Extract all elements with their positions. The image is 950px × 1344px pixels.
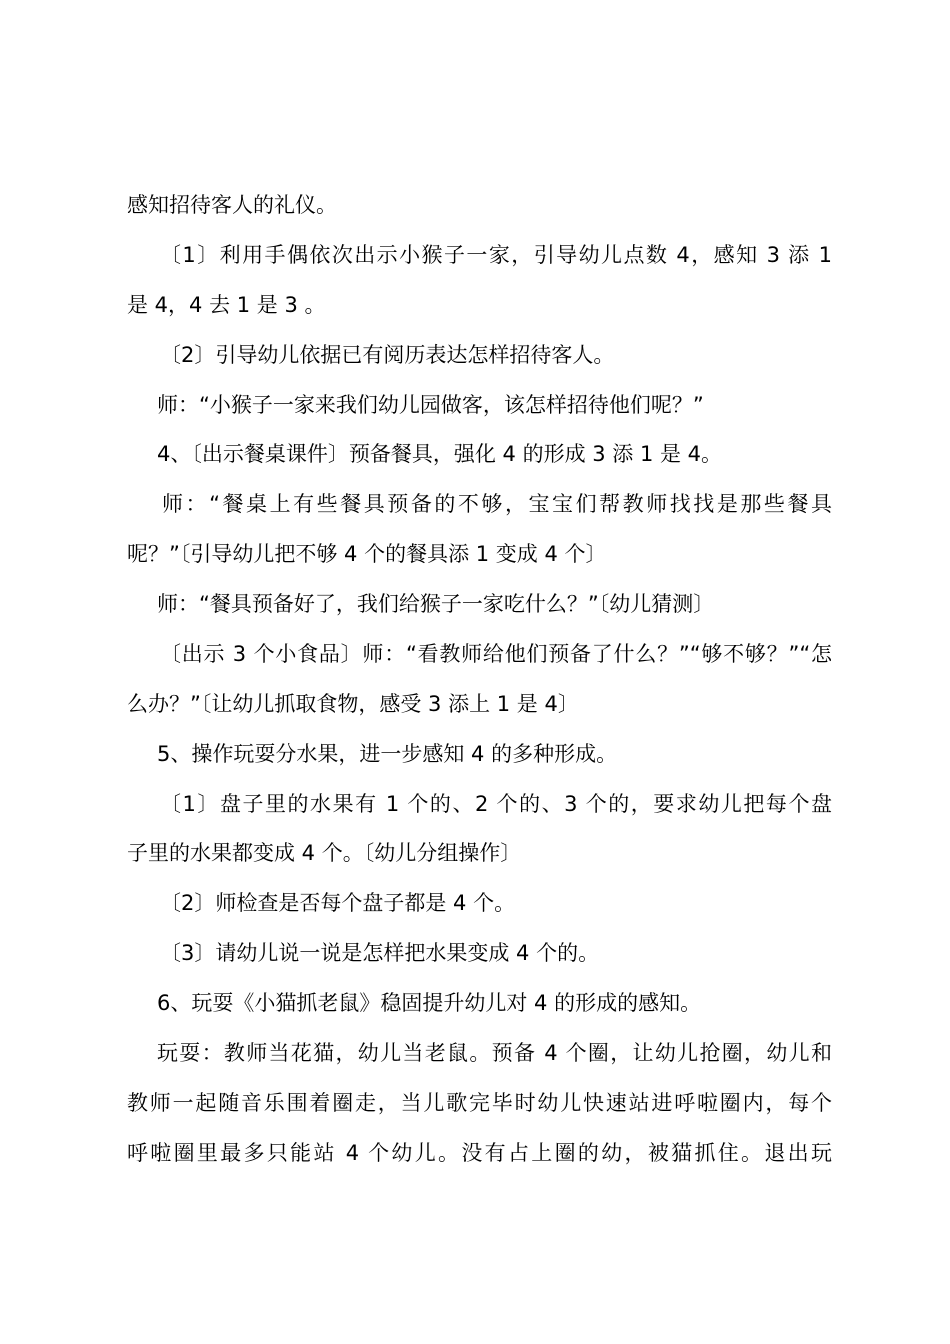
text-line-2: 〔1〕利用手偶依次出示小猴子一家，引导幼儿点数 4，感知 3 添 1 [160, 243, 832, 267]
text-line-10: 〔出示 3 个小食品〕师：“看教师给他们预备了什么？”“够不够？”“怎 [160, 642, 832, 666]
text-line-6: 4、〔出示餐桌课件〕预备餐具，强化 4 的形成 3 添 1 是 4。 [157, 442, 723, 466]
text-line-3: 是 4，4 去 1 是 3 。 [127, 293, 326, 317]
text-line-13: 〔1〕盘子里的水果有 1 个的、2 个的、3 个的，要求幼儿把每个盘 [160, 792, 832, 816]
text-line-14: 子里的水果都变成 4 个。〔幼儿分组操作〕 [127, 841, 522, 865]
text-line-11: 么办？”〔让幼儿抓取食物，感受 3 添上 1 是 4〕 [127, 692, 579, 716]
text-line-20: 呼啦圈里最多只能站 4 个幼儿。没有占上圈的幼，被猫抓住。退出玩 [127, 1141, 832, 1165]
text-line-5: 师：“小猴子一家来我们幼儿园做客，该怎样招待他们呢？” [157, 393, 704, 417]
text-line-9: 师：“餐具预备好了，我们给猴子一家吃什么？”〔幼儿猜测〕 [157, 592, 715, 616]
text-line-1: 感知招待客人的礼仪。 [127, 193, 337, 217]
text-line-8: 呢？”〔引导幼儿把不够 4 个的餐具添 1 变成 4 个〕 [127, 542, 607, 566]
text-line-18: 玩耍：教师当花猫，幼儿当老鼠。预备 4 个圈，让幼儿抢圈，幼儿和 [157, 1041, 832, 1065]
text-line-7: 师：“餐桌上有些餐具预备的不够，宝宝们帮教师找找是那些餐具 [162, 492, 832, 516]
text-line-15: 〔2〕师检查是否每个盘子都是 4 个。 [160, 891, 516, 915]
text-line-19: 教师一起随音乐围着圈走，当儿歌完毕时幼儿快速站进呼啦圈内，每个 [127, 1091, 832, 1115]
text-line-16: 〔3〕请幼儿说一说是怎样把水果变成 4 个的。 [160, 941, 600, 965]
text-line-12: 5、操作玩耍分水果，进一步感知 4 的多种形成。 [157, 742, 618, 766]
text-line-17: 6、玩耍《小猫抓老鼠》稳固提升幼儿对 4 的形成的感知。 [157, 991, 702, 1015]
text-line-4: 〔2〕引导幼儿依据已有阅历表达怎样招待客人。 [160, 343, 615, 367]
